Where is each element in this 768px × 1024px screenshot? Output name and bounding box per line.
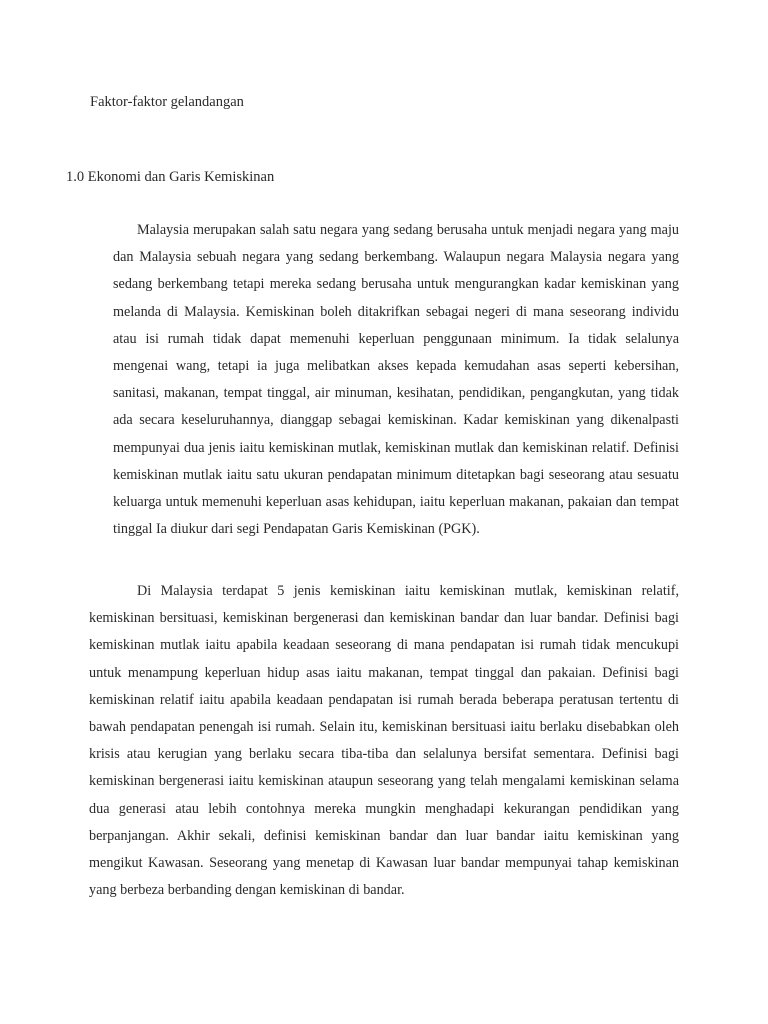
body-paragraph-1: Malaysia merupakan salah satu negara yang sedang berusaha untuk menjadi negara yang maju dan Malaysia sebuah negara yang sedang berkembang. Walaupun negara Malaysia negara yang sedang berkembang tetapi mereka sedang berusaha untuk mengurangkan kadar kemiskinan yang melanda di Malaysia. Kemiskinan boleh ditakrifkan sebagai negeri di mana seseorang individu atau isi rumah tidak dapat memenuhi keperluan penggunaan minimum. Ia tidak selalunya mengenai wang, tetapi ia juga melibatkan akses kepada kemudahan asas seperti kebersihan, sanitasi, makanan, tempat tinggal, air minuman, kesihatan, pendidikan, pengangkutan, yang tidak ada secara keseluruhannya, dianggap sebagai kemiskinan. Kadar kemiskinan yang dikenalpasti mempunyai dua jenis iaitu kemiskinan mutlak, kemiskinan mutlak dan kemiskinan relatif. Definisi kemiskinan mutlak iaitu satu ukuran pendapatan minimum ditetapkan bagi seseorang atau sesuatu keluarga untuk memenuhi keperluan asas kehidupan, iaitu keperluan makanan, pakaian dan tempat tinggal Ia diukur dari segi Pendapatan Garis Kemiskinan (PGK). <box>113 222 679 538</box>
section-heading: 1.0 Ekonomi dan Garis Kemiskinan <box>66 169 275 185</box>
document-title: Faktor-faktor gelandangan <box>90 94 244 110</box>
body-paragraph-2: Di Malaysia terdapat 5 jenis kemiskinan iaitu kemiskinan mutlak, kemiskinan relatif, kemiskinan bersituasi, kemiskinan bergenerasi dan kemiskinan bandar dan luar bandar. Definisi bagi kemiskinan mutlak iaitu apabila keadaan seseorang di mana pendapatan isi rumah tidak mencukupi untuk menampung keperluan hidup asas iaitu makanan, tempat tinggal dan pakaian. Definisi bagi kemiskinan relatif iaitu apabila keadaan pendapatan isi rumah berada beberapa peratusan tertentu di bawah pendapatan penengah isi rumah. Selain itu, kemiskinan bersituasi iaitu berlaku disebabkan oleh krisis atau kerugian yang berlaku secara tiba-tiba dan selalunya bersifat sementara. Definisi bagi kemiskinan bergenerasi iaitu kemiskinan ataupun seseorang yang telah mengalami kemiskinan selama dua generasi atau lebih contohnya mereka mungkin menghadapi kekurangan pendidikan yang berpanjangan. Akhir sekali, definisi kemiskinan bandar dan luar bandar iaitu kemiskinan yang mengikut Kawasan. Seseorang yang menetap di Kawasan luar bandar mempunyai tahap kemiskinan yang berbeza berbanding dengan kemiskinan di bandar. <box>89 583 679 899</box>
